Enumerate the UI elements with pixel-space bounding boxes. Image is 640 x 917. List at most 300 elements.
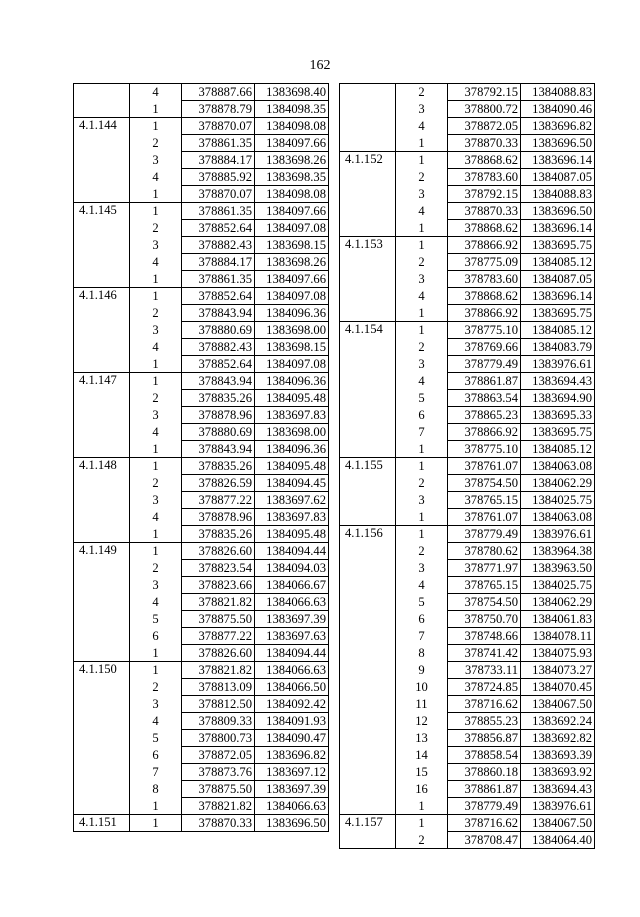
plot-number-cell: 4.1.151 bbox=[74, 815, 130, 832]
x-coordinate-cell: 378843.94 bbox=[182, 373, 255, 390]
table-row bbox=[340, 458, 595, 475]
table-row bbox=[74, 696, 329, 713]
x-coordinate-cell: 378875.50 bbox=[182, 781, 255, 798]
point-number-cell: 3 bbox=[130, 407, 182, 424]
point-number-cell: 10 bbox=[396, 679, 448, 696]
point-number-cell: 2 bbox=[396, 543, 448, 560]
table-row bbox=[340, 492, 595, 509]
plot-number-cell bbox=[340, 84, 396, 101]
plot-number-cell bbox=[340, 339, 396, 356]
plot-number-cell bbox=[340, 101, 396, 118]
x-coordinate-cell: 378868.62 bbox=[448, 288, 521, 305]
plot-number-cell bbox=[74, 492, 130, 509]
y-coordinate-cell: 1384092.42 bbox=[255, 696, 329, 713]
y-coordinate-cell: 1384087.05 bbox=[521, 169, 595, 186]
x-coordinate-cell: 378716.62 bbox=[448, 696, 521, 713]
plot-number-cell bbox=[340, 594, 396, 611]
x-coordinate-cell: 378878.79 bbox=[182, 101, 255, 118]
point-number-cell: 7 bbox=[396, 628, 448, 645]
x-coordinate-cell: 378748.66 bbox=[448, 628, 521, 645]
y-coordinate-cell: 1383698.15 bbox=[255, 339, 329, 356]
point-number-cell: 13 bbox=[396, 730, 448, 747]
x-coordinate-cell: 378852.64 bbox=[182, 288, 255, 305]
plot-number-cell bbox=[340, 543, 396, 560]
x-coordinate-cell: 378870.33 bbox=[448, 135, 521, 152]
table-row bbox=[340, 305, 595, 322]
y-coordinate-cell: 1383694.43 bbox=[521, 373, 595, 390]
x-coordinate-cell: 378878.96 bbox=[182, 509, 255, 526]
x-coordinate-cell: 378733.11 bbox=[448, 662, 521, 679]
point-number-cell: 4 bbox=[130, 594, 182, 611]
x-coordinate-cell: 378821.82 bbox=[182, 594, 255, 611]
table-row bbox=[74, 764, 329, 781]
plot-number-cell bbox=[340, 271, 396, 288]
table-row bbox=[340, 288, 595, 305]
plot-number-cell bbox=[74, 747, 130, 764]
table-row bbox=[74, 424, 329, 441]
table-row bbox=[74, 186, 329, 203]
point-number-cell: 16 bbox=[396, 781, 448, 798]
y-coordinate-cell: 1384085.12 bbox=[521, 254, 595, 271]
x-coordinate-cell: 378779.49 bbox=[448, 526, 521, 543]
y-coordinate-cell: 1384090.46 bbox=[521, 101, 595, 118]
point-number-cell: 7 bbox=[130, 764, 182, 781]
point-number-cell: 2 bbox=[396, 832, 448, 849]
y-coordinate-cell: 1383696.82 bbox=[255, 747, 329, 764]
x-coordinate-cell: 378826.60 bbox=[182, 645, 255, 662]
point-number-cell: 5 bbox=[396, 390, 448, 407]
x-coordinate-cell: 378779.49 bbox=[448, 798, 521, 815]
y-coordinate-cell: 1383695.75 bbox=[521, 237, 595, 254]
table-row bbox=[340, 645, 595, 662]
y-coordinate-cell: 1383698.00 bbox=[255, 322, 329, 339]
y-coordinate-cell: 1384087.05 bbox=[521, 271, 595, 288]
table-row bbox=[340, 713, 595, 730]
point-number-cell: 4 bbox=[130, 254, 182, 271]
y-coordinate-cell: 1383976.61 bbox=[521, 526, 595, 543]
y-coordinate-cell: 1384066.63 bbox=[255, 662, 329, 679]
plot-number-cell bbox=[340, 577, 396, 594]
table-row bbox=[340, 220, 595, 237]
y-coordinate-cell: 1383698.00 bbox=[255, 424, 329, 441]
plot-number-cell bbox=[340, 832, 396, 849]
plot-number-cell: 4.1.144 bbox=[74, 118, 130, 135]
table-row bbox=[74, 373, 329, 390]
point-number-cell: 2 bbox=[130, 475, 182, 492]
point-number-cell: 8 bbox=[396, 645, 448, 662]
x-coordinate-cell: 378835.26 bbox=[182, 458, 255, 475]
point-number-cell: 1 bbox=[130, 662, 182, 679]
x-coordinate-cell: 378877.22 bbox=[182, 628, 255, 645]
y-coordinate-cell: 1383697.62 bbox=[255, 492, 329, 509]
x-coordinate-cell: 378821.82 bbox=[182, 798, 255, 815]
y-coordinate-cell: 1383697.63 bbox=[255, 628, 329, 645]
point-number-cell: 6 bbox=[396, 611, 448, 628]
point-number-cell: 2 bbox=[130, 390, 182, 407]
table-row bbox=[74, 135, 329, 152]
y-coordinate-cell: 1384098.35 bbox=[255, 101, 329, 118]
y-coordinate-cell: 1384094.44 bbox=[255, 543, 329, 560]
y-coordinate-cell: 1384025.75 bbox=[521, 577, 595, 594]
x-coordinate-cell: 378870.33 bbox=[182, 815, 255, 832]
point-number-cell: 1 bbox=[130, 203, 182, 220]
plot-number-cell bbox=[74, 764, 130, 781]
point-number-cell: 1 bbox=[130, 441, 182, 458]
table-row bbox=[340, 679, 595, 696]
y-coordinate-cell: 1383696.14 bbox=[521, 220, 595, 237]
x-coordinate-cell: 378771.97 bbox=[448, 560, 521, 577]
table-row bbox=[74, 781, 329, 798]
x-coordinate-cell: 378826.59 bbox=[182, 475, 255, 492]
y-coordinate-cell: 1384097.08 bbox=[255, 356, 329, 373]
y-coordinate-cell: 1384067.50 bbox=[521, 815, 595, 832]
y-coordinate-cell: 1384090.47 bbox=[255, 730, 329, 747]
plot-number-cell bbox=[340, 730, 396, 747]
plot-number-cell bbox=[340, 135, 396, 152]
plot-number-cell bbox=[340, 390, 396, 407]
plot-number-cell bbox=[74, 322, 130, 339]
y-coordinate-cell: 1383697.39 bbox=[255, 611, 329, 628]
plot-number-cell: 4.1.150 bbox=[74, 662, 130, 679]
plot-number-cell bbox=[340, 764, 396, 781]
point-number-cell: 11 bbox=[396, 696, 448, 713]
point-number-cell: 4 bbox=[396, 577, 448, 594]
point-number-cell: 1 bbox=[130, 101, 182, 118]
x-coordinate-cell: 378866.92 bbox=[448, 424, 521, 441]
x-coordinate-cell: 378852.64 bbox=[182, 220, 255, 237]
table-row bbox=[340, 152, 595, 169]
y-coordinate-cell: 1383696.14 bbox=[521, 152, 595, 169]
point-number-cell: 1 bbox=[130, 271, 182, 288]
y-coordinate-cell: 1384073.27 bbox=[521, 662, 595, 679]
y-coordinate-cell: 1384070.45 bbox=[521, 679, 595, 696]
x-coordinate-cell: 378775.09 bbox=[448, 254, 521, 271]
table-row bbox=[340, 118, 595, 135]
point-number-cell: 1 bbox=[130, 373, 182, 390]
table-row bbox=[340, 356, 595, 373]
plot-number-cell bbox=[74, 696, 130, 713]
table-row bbox=[340, 594, 595, 611]
x-coordinate-cell: 378858.54 bbox=[448, 747, 521, 764]
point-number-cell: 1 bbox=[130, 645, 182, 662]
x-coordinate-cell: 378835.26 bbox=[182, 390, 255, 407]
table-row bbox=[74, 441, 329, 458]
y-coordinate-cell: 1383698.15 bbox=[255, 237, 329, 254]
table-row bbox=[74, 169, 329, 186]
x-coordinate-cell: 378775.10 bbox=[448, 441, 521, 458]
x-coordinate-cell: 378861.35 bbox=[182, 271, 255, 288]
table-row bbox=[340, 390, 595, 407]
point-number-cell: 14 bbox=[396, 747, 448, 764]
point-number-cell: 1 bbox=[130, 815, 182, 832]
x-coordinate-cell: 378812.50 bbox=[182, 696, 255, 713]
y-coordinate-cell: 1384091.93 bbox=[255, 713, 329, 730]
table-row bbox=[340, 543, 595, 560]
point-number-cell: 1 bbox=[396, 458, 448, 475]
y-coordinate-cell: 1384085.12 bbox=[521, 322, 595, 339]
table-row bbox=[340, 237, 595, 254]
point-number-cell: 2 bbox=[396, 475, 448, 492]
plot-number-cell: 4.1.156 bbox=[340, 526, 396, 543]
plot-number-cell bbox=[74, 798, 130, 815]
x-coordinate-cell: 378826.60 bbox=[182, 543, 255, 560]
point-number-cell: 4 bbox=[130, 713, 182, 730]
x-coordinate-cell: 378882.43 bbox=[182, 339, 255, 356]
point-number-cell: 1 bbox=[396, 526, 448, 543]
y-coordinate-cell: 1383696.50 bbox=[521, 135, 595, 152]
table-row bbox=[340, 407, 595, 424]
x-coordinate-cell: 378861.87 bbox=[448, 373, 521, 390]
table-row bbox=[74, 628, 329, 645]
point-number-cell: 1 bbox=[396, 220, 448, 237]
x-coordinate-cell: 378780.62 bbox=[448, 543, 521, 560]
point-number-cell: 1 bbox=[130, 458, 182, 475]
table-row bbox=[340, 186, 595, 203]
plot-number-cell: 4.1.157 bbox=[340, 815, 396, 832]
table-row bbox=[74, 407, 329, 424]
x-coordinate-cell: 378872.05 bbox=[448, 118, 521, 135]
table-row bbox=[74, 815, 329, 832]
y-coordinate-cell: 1384066.63 bbox=[255, 798, 329, 815]
y-coordinate-cell: 1383693.39 bbox=[521, 747, 595, 764]
point-number-cell: 4 bbox=[130, 509, 182, 526]
point-number-cell: 4 bbox=[396, 203, 448, 220]
table-row bbox=[74, 713, 329, 730]
plot-number-cell bbox=[74, 390, 130, 407]
y-coordinate-cell: 1383695.75 bbox=[521, 424, 595, 441]
plot-number-cell bbox=[340, 781, 396, 798]
x-coordinate-cell: 378863.54 bbox=[448, 390, 521, 407]
table-row bbox=[74, 322, 329, 339]
y-coordinate-cell: 1383697.12 bbox=[255, 764, 329, 781]
table-row bbox=[340, 560, 595, 577]
x-coordinate-cell: 378724.85 bbox=[448, 679, 521, 696]
y-coordinate-cell: 1384097.66 bbox=[255, 135, 329, 152]
y-coordinate-cell: 1383698.26 bbox=[255, 152, 329, 169]
plot-number-cell bbox=[340, 560, 396, 577]
x-coordinate-cell: 378823.66 bbox=[182, 577, 255, 594]
plot-number-cell bbox=[340, 509, 396, 526]
point-number-cell: 2 bbox=[130, 135, 182, 152]
point-number-cell: 2 bbox=[396, 169, 448, 186]
plot-number-cell bbox=[340, 373, 396, 390]
y-coordinate-cell: 1384095.48 bbox=[255, 458, 329, 475]
y-coordinate-cell: 1384096.36 bbox=[255, 373, 329, 390]
point-number-cell: 1 bbox=[396, 798, 448, 815]
point-number-cell: 3 bbox=[396, 101, 448, 118]
x-coordinate-cell: 378872.05 bbox=[182, 747, 255, 764]
point-number-cell: 2 bbox=[130, 560, 182, 577]
x-coordinate-cell: 378769.66 bbox=[448, 339, 521, 356]
y-coordinate-cell: 1384067.50 bbox=[521, 696, 595, 713]
x-coordinate-cell: 378750.70 bbox=[448, 611, 521, 628]
point-number-cell: 1 bbox=[130, 186, 182, 203]
table-row bbox=[340, 815, 595, 832]
point-number-cell: 7 bbox=[396, 424, 448, 441]
x-coordinate-cell: 378792.15 bbox=[448, 186, 521, 203]
plot-number-cell bbox=[340, 611, 396, 628]
y-coordinate-cell: 1384094.03 bbox=[255, 560, 329, 577]
x-coordinate-cell: 378861.87 bbox=[448, 781, 521, 798]
table-row bbox=[74, 577, 329, 594]
point-number-cell: 12 bbox=[396, 713, 448, 730]
table-row bbox=[74, 662, 329, 679]
x-coordinate-cell: 378866.92 bbox=[448, 305, 521, 322]
table-row bbox=[74, 560, 329, 577]
table-row bbox=[340, 747, 595, 764]
y-coordinate-cell: 1384097.08 bbox=[255, 288, 329, 305]
coordinates-table-left bbox=[73, 83, 329, 832]
plot-number-cell: 4.1.154 bbox=[340, 322, 396, 339]
plot-number-cell bbox=[74, 628, 130, 645]
y-coordinate-cell: 1383696.82 bbox=[521, 118, 595, 135]
plot-number-cell bbox=[74, 679, 130, 696]
x-coordinate-cell: 378783.60 bbox=[448, 169, 521, 186]
plot-number-cell bbox=[74, 305, 130, 322]
table-row bbox=[74, 339, 329, 356]
plot-number-cell bbox=[74, 135, 130, 152]
x-coordinate-cell: 378754.50 bbox=[448, 594, 521, 611]
table-row bbox=[340, 424, 595, 441]
table-row bbox=[74, 118, 329, 135]
plot-number-cell bbox=[340, 118, 396, 135]
y-coordinate-cell: 1384096.36 bbox=[255, 305, 329, 322]
y-coordinate-cell: 1384062.29 bbox=[521, 594, 595, 611]
y-coordinate-cell: 1384094.44 bbox=[255, 645, 329, 662]
plot-number-cell bbox=[340, 254, 396, 271]
table-row bbox=[340, 662, 595, 679]
point-number-cell: 2 bbox=[396, 339, 448, 356]
y-coordinate-cell: 1383976.61 bbox=[521, 798, 595, 815]
plot-number-cell bbox=[74, 441, 130, 458]
plot-number-cell: 4.1.145 bbox=[74, 203, 130, 220]
x-coordinate-cell: 378783.60 bbox=[448, 271, 521, 288]
plot-number-cell bbox=[74, 169, 130, 186]
x-coordinate-cell: 378880.69 bbox=[182, 424, 255, 441]
table-row bbox=[74, 492, 329, 509]
x-coordinate-cell: 378765.15 bbox=[448, 492, 521, 509]
point-number-cell: 6 bbox=[130, 747, 182, 764]
x-coordinate-cell: 378852.64 bbox=[182, 356, 255, 373]
y-coordinate-cell: 1383697.83 bbox=[255, 407, 329, 424]
plot-number-cell bbox=[74, 611, 130, 628]
y-coordinate-cell: 1384094.45 bbox=[255, 475, 329, 492]
x-coordinate-cell: 378884.17 bbox=[182, 254, 255, 271]
point-number-cell: 4 bbox=[130, 424, 182, 441]
table-row bbox=[340, 832, 595, 849]
point-number-cell: 15 bbox=[396, 764, 448, 781]
point-number-cell: 1 bbox=[130, 526, 182, 543]
point-number-cell: 5 bbox=[130, 730, 182, 747]
y-coordinate-cell: 1383692.24 bbox=[521, 713, 595, 730]
point-number-cell: 3 bbox=[130, 152, 182, 169]
x-coordinate-cell: 378741.42 bbox=[448, 645, 521, 662]
x-coordinate-cell: 378716.62 bbox=[448, 815, 521, 832]
point-number-cell: 3 bbox=[130, 237, 182, 254]
y-coordinate-cell: 1384085.12 bbox=[521, 441, 595, 458]
table-row bbox=[74, 594, 329, 611]
table-row bbox=[340, 577, 595, 594]
plot-number-cell bbox=[340, 169, 396, 186]
y-coordinate-cell: 1383963.50 bbox=[521, 560, 595, 577]
plot-number-cell bbox=[340, 628, 396, 645]
y-coordinate-cell: 1384062.29 bbox=[521, 475, 595, 492]
table-row bbox=[340, 696, 595, 713]
y-coordinate-cell: 1383696.50 bbox=[521, 203, 595, 220]
y-coordinate-cell: 1384098.08 bbox=[255, 118, 329, 135]
y-coordinate-cell: 1383698.40 bbox=[255, 84, 329, 101]
x-coordinate-cell: 378779.49 bbox=[448, 356, 521, 373]
point-number-cell: 3 bbox=[130, 322, 182, 339]
plot-number-cell bbox=[74, 220, 130, 237]
plot-number-cell bbox=[74, 356, 130, 373]
table-row bbox=[340, 373, 595, 390]
y-coordinate-cell: 1383696.14 bbox=[521, 288, 595, 305]
point-number-cell: 6 bbox=[130, 628, 182, 645]
plot-number-cell bbox=[74, 781, 130, 798]
y-coordinate-cell: 1384088.83 bbox=[521, 84, 595, 101]
x-coordinate-cell: 378885.92 bbox=[182, 169, 255, 186]
x-coordinate-cell: 378870.07 bbox=[182, 118, 255, 135]
point-number-cell: 1 bbox=[130, 798, 182, 815]
y-coordinate-cell: 1384066.63 bbox=[255, 594, 329, 611]
x-coordinate-cell: 378870.07 bbox=[182, 186, 255, 203]
x-coordinate-cell: 378882.43 bbox=[182, 237, 255, 254]
table-row bbox=[340, 628, 595, 645]
x-coordinate-cell: 378865.23 bbox=[448, 407, 521, 424]
table-row bbox=[74, 305, 329, 322]
y-coordinate-cell: 1384097.08 bbox=[255, 220, 329, 237]
table-row bbox=[340, 730, 595, 747]
point-number-cell: 5 bbox=[130, 611, 182, 628]
table-row bbox=[74, 679, 329, 696]
plot-number-cell bbox=[74, 526, 130, 543]
x-coordinate-cell: 378843.94 bbox=[182, 441, 255, 458]
y-coordinate-cell: 1383692.82 bbox=[521, 730, 595, 747]
point-number-cell: 4 bbox=[396, 118, 448, 135]
point-number-cell: 1 bbox=[396, 135, 448, 152]
point-number-cell: 1 bbox=[396, 441, 448, 458]
x-coordinate-cell: 378843.94 bbox=[182, 305, 255, 322]
plot-number-cell bbox=[340, 475, 396, 492]
x-coordinate-cell: 378877.22 bbox=[182, 492, 255, 509]
x-coordinate-cell: 378800.73 bbox=[182, 730, 255, 747]
y-coordinate-cell: 1384096.36 bbox=[255, 441, 329, 458]
point-number-cell: 1 bbox=[396, 305, 448, 322]
plot-number-cell: 4.1.152 bbox=[340, 152, 396, 169]
table-row bbox=[74, 645, 329, 662]
x-coordinate-cell: 378875.50 bbox=[182, 611, 255, 628]
plot-number-cell: 4.1.155 bbox=[340, 458, 396, 475]
x-coordinate-cell: 378823.54 bbox=[182, 560, 255, 577]
x-coordinate-cell: 378868.62 bbox=[448, 152, 521, 169]
y-coordinate-cell: 1384063.08 bbox=[521, 509, 595, 526]
plot-number-cell bbox=[340, 679, 396, 696]
table-row bbox=[74, 288, 329, 305]
plot-number-cell bbox=[340, 662, 396, 679]
table-row bbox=[74, 526, 329, 543]
x-coordinate-cell: 378856.87 bbox=[448, 730, 521, 747]
plot-number-cell bbox=[74, 713, 130, 730]
plot-number-cell bbox=[74, 186, 130, 203]
y-coordinate-cell: 1383697.39 bbox=[255, 781, 329, 798]
table-row bbox=[74, 152, 329, 169]
x-coordinate-cell: 378861.35 bbox=[182, 135, 255, 152]
table-row bbox=[340, 781, 595, 798]
y-coordinate-cell: 1384066.50 bbox=[255, 679, 329, 696]
plot-number-cell bbox=[340, 492, 396, 509]
y-coordinate-cell: 1383694.43 bbox=[521, 781, 595, 798]
